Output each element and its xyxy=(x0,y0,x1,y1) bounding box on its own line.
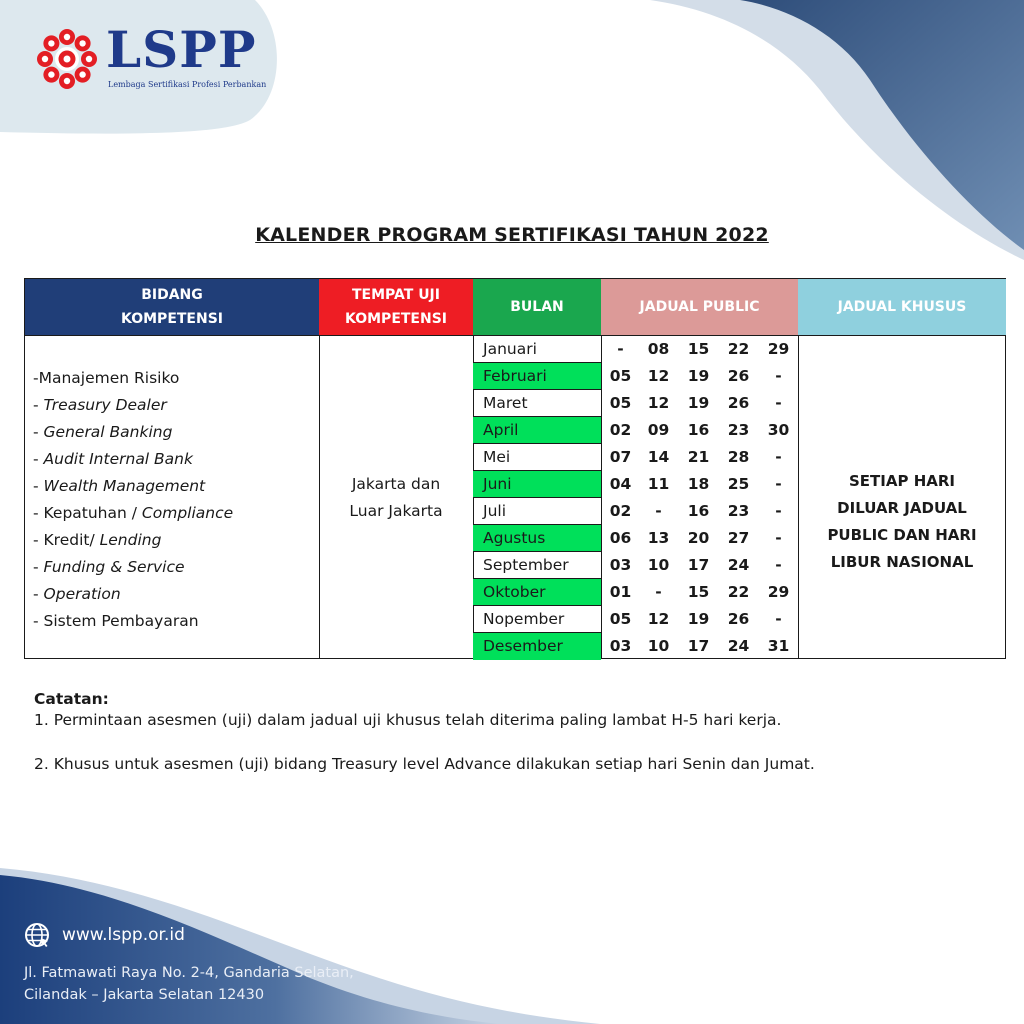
date-cell: 12 xyxy=(647,394,670,412)
date-cell: 05 xyxy=(609,367,632,385)
date-cell: 19 xyxy=(687,394,710,412)
bidang-item: -Manajemen Risiko xyxy=(33,369,180,387)
header-tempat-uji: TEMPAT UJI KOMPETENSI xyxy=(319,279,473,335)
flower-logo-icon xyxy=(36,28,98,90)
date-cell: 16 xyxy=(687,502,710,520)
date-cell: 27 xyxy=(727,529,750,547)
date-cell: 22 xyxy=(727,583,750,601)
date-cell: 05 xyxy=(609,610,632,628)
date-cell: 02 xyxy=(609,502,632,520)
date-cell: - xyxy=(775,502,782,520)
month-cell: Nopember xyxy=(473,606,601,633)
date-cell: 19 xyxy=(687,367,710,385)
note-item: 2. Khusus untuk asesmen (uji) bidang Treasury level Advance dilakukan setiap hari Senin dan Jumat. xyxy=(34,755,815,773)
footer-website[interactable] xyxy=(24,922,185,948)
notes-section xyxy=(34,690,994,773)
date-cell: 02 xyxy=(609,421,632,439)
date-cell: 09 xyxy=(647,421,670,439)
date-cell: 10 xyxy=(647,556,670,574)
date-cell: - xyxy=(655,502,662,520)
bidang-item: - Funding & Service xyxy=(33,558,185,576)
date-cell: 26 xyxy=(727,367,750,385)
bidang-list xyxy=(33,365,313,635)
note-item: 1. Permintaan asesmen (uji) dalam jadual uji khusus telah diterima paling lambat H-5 hari kerja. xyxy=(34,711,782,729)
date-cell: 05 xyxy=(609,394,632,412)
month-cell: Desember xyxy=(473,633,601,660)
date-cell: 30 xyxy=(767,421,790,439)
bidang-item: - Wealth Management xyxy=(33,477,206,495)
date-cell: 15 xyxy=(687,340,710,358)
date-cell: - xyxy=(655,583,662,601)
date-cell: 13 xyxy=(647,529,670,547)
bidang-item: - Audit Internal Bank xyxy=(33,450,193,468)
month-cell: Agustus xyxy=(473,525,601,552)
globe-icon xyxy=(24,922,50,948)
header-jadual-public: JADUAL PUBLIC xyxy=(601,279,798,335)
date-cell: 11 xyxy=(647,475,670,493)
date-cell: 08 xyxy=(647,340,670,358)
header-bulan: BULAN xyxy=(473,279,601,335)
footer-address: Jl. Fatmawati Raya No. 2-4, Gandaria Selatan, Cilandak – Jakarta Selatan 12430 xyxy=(24,965,354,1003)
date-cell: - xyxy=(775,556,782,574)
date-cell: - xyxy=(775,394,782,412)
date-cell: 03 xyxy=(609,556,632,574)
date-cell: 23 xyxy=(727,502,750,520)
date-cell: 19 xyxy=(687,610,710,628)
date-cell: 04 xyxy=(609,475,632,493)
month-cell: Maret xyxy=(473,390,601,417)
month-cell: April xyxy=(473,417,601,444)
date-cell: - xyxy=(775,475,782,493)
bidang-item: - General Banking xyxy=(33,423,173,441)
month-cell: Februari xyxy=(473,363,601,390)
bidang-item: - Sistem Pembayaran xyxy=(33,612,199,630)
brand-name: LSPP xyxy=(106,20,257,79)
date-cell: 12 xyxy=(647,367,670,385)
month-cell: September xyxy=(473,552,601,579)
date-cell: 14 xyxy=(647,448,670,466)
date-cell: 10 xyxy=(647,637,670,655)
date-cell: 26 xyxy=(727,610,750,628)
month-cell: Juni xyxy=(473,471,601,498)
date-cell: 24 xyxy=(727,556,750,574)
brand-logo xyxy=(36,20,276,96)
date-cell: 16 xyxy=(687,421,710,439)
date-cell: 25 xyxy=(727,475,750,493)
date-cell: 24 xyxy=(727,637,750,655)
date-cell: 29 xyxy=(767,583,790,601)
date-cell: - xyxy=(775,529,782,547)
date-cell: 17 xyxy=(687,637,710,655)
date-cell: 15 xyxy=(687,583,710,601)
bidang-item: - Operation xyxy=(33,585,121,603)
date-cell: 12 xyxy=(647,610,670,628)
month-cell: Oktober xyxy=(473,579,601,606)
date-cell: 29 xyxy=(767,340,790,358)
website-link[interactable]: www.lspp.or.id xyxy=(62,925,185,945)
date-cell: 06 xyxy=(609,529,632,547)
page-title: KALENDER PROGRAM SERTIFIKASI TAHUN 2022 xyxy=(255,224,769,246)
bidang-item: - Kepatuhan / Compliance xyxy=(33,504,234,522)
date-cell: - xyxy=(775,448,782,466)
date-cell: - xyxy=(775,610,782,628)
date-cell: 21 xyxy=(687,448,710,466)
date-cell: 23 xyxy=(727,421,750,439)
header-jadual-khusus: JADUAL KHUSUS xyxy=(798,279,1006,335)
date-cell: 18 xyxy=(687,475,710,493)
date-cell: 31 xyxy=(767,637,790,655)
date-cell: - xyxy=(775,367,782,385)
header-bidang-kompetensi: BIDANG KOMPETENSI xyxy=(25,279,319,335)
notes-heading: Catatan: xyxy=(34,690,109,708)
month-cell: Mei xyxy=(473,444,601,471)
date-cell: 20 xyxy=(687,529,710,547)
tempat-uji-cell: Jakarta dan Luar Jakarta xyxy=(349,475,443,520)
bidang-item: - Treasury Dealer xyxy=(33,396,167,414)
month-cell: Januari xyxy=(473,336,601,363)
bidang-item: - Kredit/ Lending xyxy=(33,531,162,549)
date-cell: 17 xyxy=(687,556,710,574)
schedule-table xyxy=(24,278,1006,659)
brand-tagline: Lembaga Sertifikasi Profesi Perbankan xyxy=(108,80,267,89)
date-cell: 26 xyxy=(727,394,750,412)
date-cell: 07 xyxy=(609,448,632,466)
date-cell: 22 xyxy=(727,340,750,358)
date-cell: 28 xyxy=(727,448,750,466)
date-cell: 01 xyxy=(609,583,632,601)
date-cell: 03 xyxy=(609,637,632,655)
jadual-khusus-cell: SETIAP HARI DILUAR JADUAL PUBLIC DAN HARI LIBUR NASIONAL xyxy=(827,472,977,571)
date-cell: - xyxy=(617,340,624,358)
month-cell: Juli xyxy=(473,498,601,525)
